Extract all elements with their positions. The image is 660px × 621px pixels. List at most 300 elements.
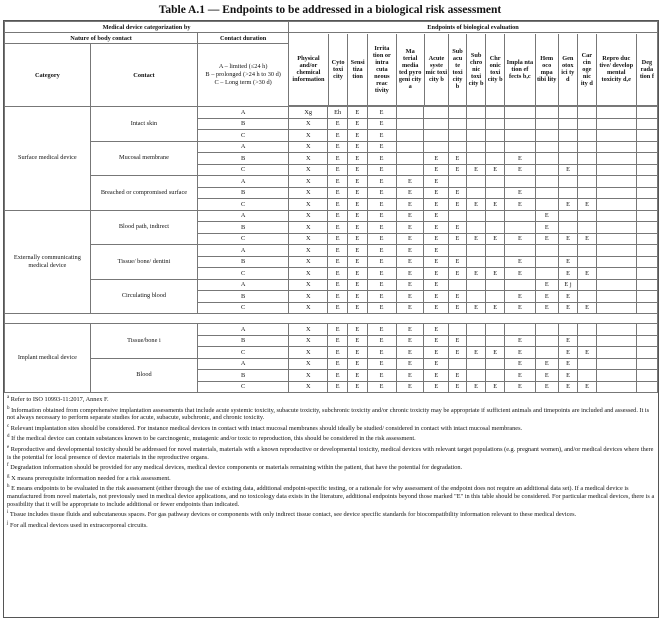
endpoint-cell: [535, 268, 558, 280]
endpoint-cell: [396, 153, 424, 165]
endpoint-cell: [558, 153, 578, 165]
endpoint-cell: E: [347, 358, 367, 370]
endpoint-cell: [535, 324, 558, 336]
category-header: Category: [5, 44, 91, 107]
endpoint-cell: E: [558, 347, 578, 359]
endpoint-cell: E: [396, 222, 424, 234]
duration-cell: A: [198, 358, 289, 370]
endpoint-cell: [424, 141, 449, 153]
endpoint-cell: [535, 153, 558, 165]
endpoint-cell: E: [535, 222, 558, 234]
endpoint-cell: [504, 107, 535, 119]
endpoint-cell: E: [504, 291, 535, 303]
endpoint-cell: E: [396, 187, 424, 199]
endpoint-cell: E: [328, 130, 348, 142]
table-row: [5, 107, 658, 119]
endpoint-cell: E: [466, 268, 486, 280]
contact-header: Contact: [90, 44, 197, 107]
endpoint-cell: E: [347, 199, 367, 211]
footnote-text: Degradation information should be provided for any medical devices, medical device components or materials remaining within the patient, that have the potential for degradation.: [8, 464, 463, 472]
endpoint-cell: [578, 164, 597, 176]
endpoint-cell: [637, 279, 658, 291]
endpoint-cell: X: [289, 233, 328, 245]
endpoint-cell: [535, 176, 558, 188]
endpoint-cell: [637, 222, 658, 234]
endpoint-cell: E: [449, 291, 467, 303]
footnote: [7, 485, 655, 508]
endpoint-cell: E: [396, 176, 424, 188]
endpoint-cell: [596, 118, 636, 130]
endpoint-cell: E: [328, 324, 348, 336]
endpoint-cell: X: [289, 118, 328, 130]
endpoint-cell: [596, 107, 636, 119]
endpoint-cell: E: [486, 268, 505, 280]
endpoint-cell: E: [347, 335, 367, 347]
endpoint-cell: E: [328, 358, 348, 370]
endpoint-cell: E: [347, 210, 367, 222]
endpoint-cell: [558, 187, 578, 199]
endpoint-cell: E: [504, 347, 535, 359]
endpoint-cell: E: [396, 347, 424, 359]
endpoint-cell: E: [558, 164, 578, 176]
endpoint-cell: [596, 347, 636, 359]
endpoint-cell: E: [486, 164, 505, 176]
endpoint-cell: X: [289, 268, 328, 280]
endpoint-cell: [578, 256, 597, 268]
endpoint-cell: [637, 245, 658, 257]
endpoint-cell: [637, 153, 658, 165]
footnote-mark: j: [7, 520, 9, 526]
endpoint-cell: [558, 222, 578, 234]
endpoint-cell: X: [289, 291, 328, 303]
endpoint-cell: [558, 141, 578, 153]
endpoint-header: Car cin oge nic ity d: [578, 34, 597, 106]
endpoint-cell: [596, 256, 636, 268]
footnote: [7, 511, 655, 519]
footnote-text: E means endpoints to be evaluated in the risk assessment (either through the use of existing data, additional endpoint-specific testing, or a rationale for why assessment of the endpoint does not require an additional data set). If a medical device is manufactured from novel materials, not previously used in medical device applications, and no toxicology data exists in the literature, additional endpoints beyond those marked "E" in this table should be considered. For particular medical devices, there is a possibility that it will be appropriate to include additional or fewer endpoints than indicated.: [7, 485, 655, 508]
endpoint-cell: [637, 141, 658, 153]
endpoint-cell: [578, 153, 597, 165]
duration-cell: B: [198, 153, 289, 165]
endpoint-cell: [535, 199, 558, 211]
endpoint-header: Gen otox ici ty d: [558, 34, 578, 106]
endpoint-cell: E: [504, 233, 535, 245]
endpoint-cell: X: [289, 199, 328, 211]
footnote-text: If the medical device can contain substances known to be carcinogenic, mutagenic and/or toxic to reproduction, this should be considered in the risk assessment.: [9, 435, 416, 443]
endpoint-cell: [504, 222, 535, 234]
duration-legend: [198, 44, 289, 107]
endpoint-cell: [596, 291, 636, 303]
endpoint-cell: [424, 118, 449, 130]
footnote-mark: e: [7, 444, 10, 450]
endpoint-cell: E: [367, 199, 396, 211]
table-row: [5, 324, 658, 336]
endpoint-cell: E: [328, 187, 348, 199]
duration-cell: A: [198, 324, 289, 336]
endpoint-cell: [466, 245, 486, 257]
endpoint-cell: [637, 291, 658, 303]
endpoint-cell: X: [289, 347, 328, 359]
endpoint-cell: [449, 324, 467, 336]
endpoint-header: Impla nta tion ef fects b,c: [504, 34, 535, 106]
endpoint-cell: [535, 335, 558, 347]
endpoint-cell: X: [289, 245, 328, 257]
duration-cell: B: [198, 222, 289, 234]
endpoint-cell: E: [558, 268, 578, 280]
endpoint-cell: E: [424, 358, 449, 370]
endpoint-cell: E: [504, 199, 535, 211]
endpoint-cell: E: [558, 358, 578, 370]
duration-cell: B: [198, 118, 289, 130]
endpoint-cell: [449, 279, 467, 291]
endpoint-cell: X: [289, 141, 328, 153]
endpoint-cell: E: [328, 291, 348, 303]
category-cell: Surface medical device: [5, 107, 91, 211]
endpoint-cell: [596, 335, 636, 347]
duration-cell: B: [198, 335, 289, 347]
endpoint-cell: E: [486, 302, 505, 314]
endpoint-cell: [449, 176, 467, 188]
endpoint-cell: E: [558, 256, 578, 268]
duration-cell: C: [198, 130, 289, 142]
contact-cell: Blood: [90, 358, 197, 393]
endpoint-cell: [596, 176, 636, 188]
endpoint-cell: E: [396, 199, 424, 211]
endpoint-cell: E: [424, 268, 449, 280]
endpoint-cell: E: [367, 222, 396, 234]
endpoint-cell: E: [578, 302, 597, 314]
endpoint-cell: [578, 210, 597, 222]
endpoint-header: Sensi tiza tion: [348, 34, 368, 106]
endpoint-cell: [449, 107, 467, 119]
footnote: [7, 435, 655, 443]
endpoint-cell: [486, 358, 505, 370]
endpoint-cell: E: [396, 256, 424, 268]
endpoint-cell: E: [396, 245, 424, 257]
endpoint-cell: [486, 130, 505, 142]
endpoint-cell: E: [328, 370, 348, 382]
endpoint-cell: E: [396, 233, 424, 245]
endpoint-cell: E: [466, 164, 486, 176]
footnote-text: Information obtained from comprehensive implantation assessments that include acute systemic toxicity, subacute toxicity, subchronic toxicity and/or chronic toxicity may be appropriate if sufficient animals and timepoints are included and assessed. It is not always necessary to perform separate studies for acute, subacute, subchronic, and chronic toxicity.: [7, 406, 650, 422]
endpoint-cell: E: [504, 358, 535, 370]
endpoint-cell: [637, 370, 658, 382]
endpoint-cell: E: [424, 153, 449, 165]
endpoint-cell: Xg: [289, 107, 328, 119]
endpoint-cell: E: [424, 245, 449, 257]
endpoint-cell: [596, 358, 636, 370]
endpoint-cell: [578, 245, 597, 257]
duration-legend-b: B – prolonged (>24 h to 30 d): [205, 71, 281, 78]
table-row: [5, 245, 658, 257]
endpoint-cell: [396, 164, 424, 176]
contact-cell: Intact skin: [90, 107, 197, 142]
endpoint-cell: E: [535, 233, 558, 245]
endpoint-cell: E: [328, 153, 348, 165]
endpoint-cell: E: [486, 199, 505, 211]
footnote: [7, 446, 655, 461]
endpoint-cell: [596, 210, 636, 222]
endpoint-cell: [504, 176, 535, 188]
endpoint-cell: E: [466, 302, 486, 314]
endpoint-cell: E: [328, 279, 348, 291]
endpoint-cell: E: [578, 347, 597, 359]
endpoint-cell: E: [396, 210, 424, 222]
endpoint-cell: X: [289, 130, 328, 142]
endpoint-cell: [486, 279, 505, 291]
endpoint-header: Sub chro nic toxi city b: [466, 34, 486, 106]
endpoint-cell: [578, 176, 597, 188]
endpoint-header: Hem oco mpa tibi lity: [535, 34, 558, 106]
endpoint-cell: X: [289, 335, 328, 347]
endpoint-cell: [535, 245, 558, 257]
endpoint-cell: E: [347, 130, 367, 142]
endpoint-cell: E: [578, 233, 597, 245]
endpoint-cell: E: [347, 268, 367, 280]
endpoint-cell: X: [289, 324, 328, 336]
nature-header: Nature of body contact: [5, 33, 198, 44]
duration-cell: C: [198, 347, 289, 359]
endpoint-cell: E: [558, 233, 578, 245]
contact-cell: Blood path, indirect: [90, 210, 197, 245]
endpoint-cell: E: [535, 291, 558, 303]
endpoint-cell: [396, 141, 424, 153]
endpoint-cell: E: [328, 233, 348, 245]
endpoint-cell: E: [535, 370, 558, 382]
endpoint-cell: E: [396, 302, 424, 314]
endpoint-cell: [466, 279, 486, 291]
endpoint-cell: [466, 107, 486, 119]
endpoint-cell: E: [504, 268, 535, 280]
endpoint-cell: E: [328, 222, 348, 234]
endpoint-cell: [578, 279, 597, 291]
endpoint-cell: E: [486, 347, 505, 359]
endpoint-cell: E: [424, 199, 449, 211]
endpoint-cell: E: [367, 268, 396, 280]
endpoint-cell: [504, 118, 535, 130]
endpoint-cell: [558, 176, 578, 188]
endpoint-cell: [535, 118, 558, 130]
footnote-mark: c: [7, 423, 10, 429]
endpoint-cell: E: [578, 199, 597, 211]
endpoint-cell: E: [424, 256, 449, 268]
duration-cell: A: [198, 279, 289, 291]
endpoint-cell: [596, 187, 636, 199]
endpoint-header: Physical and/or chemical information: [289, 34, 328, 106]
endpoint-cell: E: [535, 279, 558, 291]
endpoint-cell: E: [424, 233, 449, 245]
endpoint-cell: [486, 176, 505, 188]
endpoint-cell: E: [396, 370, 424, 382]
endpoint-cell: E: [328, 245, 348, 257]
endpoint-cell: [504, 279, 535, 291]
endpoint-cell: E: [504, 381, 535, 393]
endpoint-cell: E: [424, 291, 449, 303]
endpoint-header: Sub acu te toxi city b: [449, 34, 467, 106]
footnote-text: Refer to ISO 10993-11:2017, Annex F.: [9, 396, 109, 403]
endpoint-cell: E: [424, 324, 449, 336]
footnote-text: For all medical devices used in extracorporeal circuits.: [8, 521, 148, 529]
endpoint-cell: [637, 381, 658, 393]
endpoint-cell: E: [504, 256, 535, 268]
duration-cell: A: [198, 210, 289, 222]
endpoint-cell: E: [466, 233, 486, 245]
endpoint-cell: [578, 291, 597, 303]
endpoint-cell: E: [466, 199, 486, 211]
table-row: [5, 141, 658, 153]
endpoint-cell: E: [367, 233, 396, 245]
endpoint-cell: X: [289, 210, 328, 222]
footnote-mark: f: [7, 463, 9, 469]
endpoint-cell: E: [449, 187, 467, 199]
endpoint-cell: [596, 381, 636, 393]
endpoint-cell: [486, 153, 505, 165]
endpoint-cell: [486, 324, 505, 336]
endpoint-cell: [637, 358, 658, 370]
endpoint-cell: E: [347, 279, 367, 291]
endpoint-header: Acute syste mic toxi city b: [424, 34, 449, 106]
endpoint-cell: E: [347, 302, 367, 314]
endpoint-cell: [535, 130, 558, 142]
duration-cell: B: [198, 291, 289, 303]
endpoint-cell: [558, 245, 578, 257]
endpoint-cell: [637, 107, 658, 119]
endpoint-cell: E: [367, 324, 396, 336]
contact-cell: Circulating blood: [90, 279, 197, 314]
endpoint-cell: [535, 347, 558, 359]
duration-cell: A: [198, 141, 289, 153]
endpoint-cell: E: [367, 245, 396, 257]
endpoint-cell: E: [367, 279, 396, 291]
endpoint-cell: [596, 199, 636, 211]
endpoint-cell: [558, 118, 578, 130]
contact-cell: Tissue/bone i: [90, 324, 197, 359]
endpoint-cell: [558, 130, 578, 142]
endpoint-cell: E: [449, 381, 467, 393]
footnote: [7, 522, 655, 530]
footnote-mark: g: [7, 473, 10, 479]
endpoint-cell: X: [289, 358, 328, 370]
endpoint-cell: E: [424, 381, 449, 393]
endpoint-cell: [578, 324, 597, 336]
section-separator: [5, 314, 658, 324]
endpoint-cell: [637, 118, 658, 130]
endpoints-table: [4, 21, 658, 393]
endpoint-cell: [558, 210, 578, 222]
duration-cell: A: [198, 176, 289, 188]
endpoint-cell: X: [289, 187, 328, 199]
endpoint-cell: [558, 107, 578, 119]
footnote-mark: d: [7, 434, 10, 440]
endpoint-cell: E: [558, 302, 578, 314]
endpoint-cell: [637, 130, 658, 142]
endpoint-cell: [637, 302, 658, 314]
endpoint-cell: E: [449, 222, 467, 234]
endpoint-cell: E: [504, 153, 535, 165]
endpoint-cell: E: [347, 153, 367, 165]
endpoint-cell: E: [504, 370, 535, 382]
endpoint-cell: X: [289, 302, 328, 314]
endpoint-cell: E: [367, 370, 396, 382]
endpoint-cell: E: [449, 233, 467, 245]
endpoint-cell: E: [328, 381, 348, 393]
endpoint-cell: E: [328, 141, 348, 153]
categorization-header: Medical device categorization by: [5, 22, 289, 33]
endpoint-cell: E: [328, 210, 348, 222]
duration-cell: C: [198, 268, 289, 280]
endpoint-cell: [578, 222, 597, 234]
endpoint-cell: E: [347, 176, 367, 188]
endpoint-cell: [486, 210, 505, 222]
endpoint-cell: [466, 324, 486, 336]
endpoint-cell: E: [328, 199, 348, 211]
endpoint-cell: [535, 256, 558, 268]
endpoint-cell: [535, 141, 558, 153]
endpoint-cell: E: [328, 164, 348, 176]
duration-cell: C: [198, 302, 289, 314]
endpoint-cell: E: [504, 164, 535, 176]
footnote: [7, 396, 655, 404]
endpoint-cell: [535, 187, 558, 199]
footnote: [7, 407, 655, 422]
endpoint-cell: E: [367, 187, 396, 199]
endpoint-cell: X: [289, 256, 328, 268]
endpoint-cell: [596, 245, 636, 257]
endpoint-cell: [486, 118, 505, 130]
endpoint-cell: [486, 187, 505, 199]
endpoint-cell: E: [328, 118, 348, 130]
endpoint-cell: E: [535, 381, 558, 393]
table-row: [5, 176, 658, 188]
endpoint-cell: [596, 141, 636, 153]
endpoint-cell: [466, 222, 486, 234]
table-notes: [4, 393, 658, 529]
endpoint-cell: E: [449, 268, 467, 280]
endpoint-cell: E: [328, 302, 348, 314]
endpoint-cell: E: [466, 347, 486, 359]
endpoint-cell: [396, 107, 424, 119]
endpoint-cell: E: [347, 256, 367, 268]
duration-header: Contact duration: [198, 33, 289, 44]
endpoint-cell: [486, 291, 505, 303]
endpoint-cell: E: [449, 302, 467, 314]
endpoint-cell: X: [289, 370, 328, 382]
endpoint-cell: E: [424, 335, 449, 347]
endpoint-cell: [637, 199, 658, 211]
footnote-text: Tissue includes tissue fluids and subcutaneous spaces. For gas pathway devices or components with only indirect tissue contact, see device specific standards for biocompatibility information relevant to these medical devices.: [8, 511, 577, 519]
duration-cell: C: [198, 233, 289, 245]
category-cell: Externally communicating medical device: [5, 210, 91, 314]
endpoint-cell: E: [424, 370, 449, 382]
endpoint-cell: E: [578, 381, 597, 393]
endpoint-cell: [504, 210, 535, 222]
endpoint-cell: [449, 210, 467, 222]
footnote-text: X means prerequisite information needed for a risk assessment.: [9, 474, 171, 482]
duration-cell: A: [198, 107, 289, 119]
endpoint-cell: E: [424, 302, 449, 314]
endpoint-cell: [466, 118, 486, 130]
endpoint-cell: [596, 268, 636, 280]
endpoint-cell: E: [558, 199, 578, 211]
endpoint-cell: [466, 256, 486, 268]
endpoint-cell: [637, 233, 658, 245]
footnote-text: Reproductive and developmental toxicity should be addressed for novel materials, materials with a known reproductive or developmental toxicity, medical devices with relevant target populations (e.g. pregnant women), and/or medical devices where there is the potential for local presence of device materials in the reproductive organs.: [7, 445, 654, 461]
table-row: [5, 279, 658, 291]
endpoint-cell: E: [504, 302, 535, 314]
endpoint-header: Cyto toxi city: [328, 34, 348, 106]
endpoint-cell: E: [347, 107, 367, 119]
duration-cell: B: [198, 256, 289, 268]
